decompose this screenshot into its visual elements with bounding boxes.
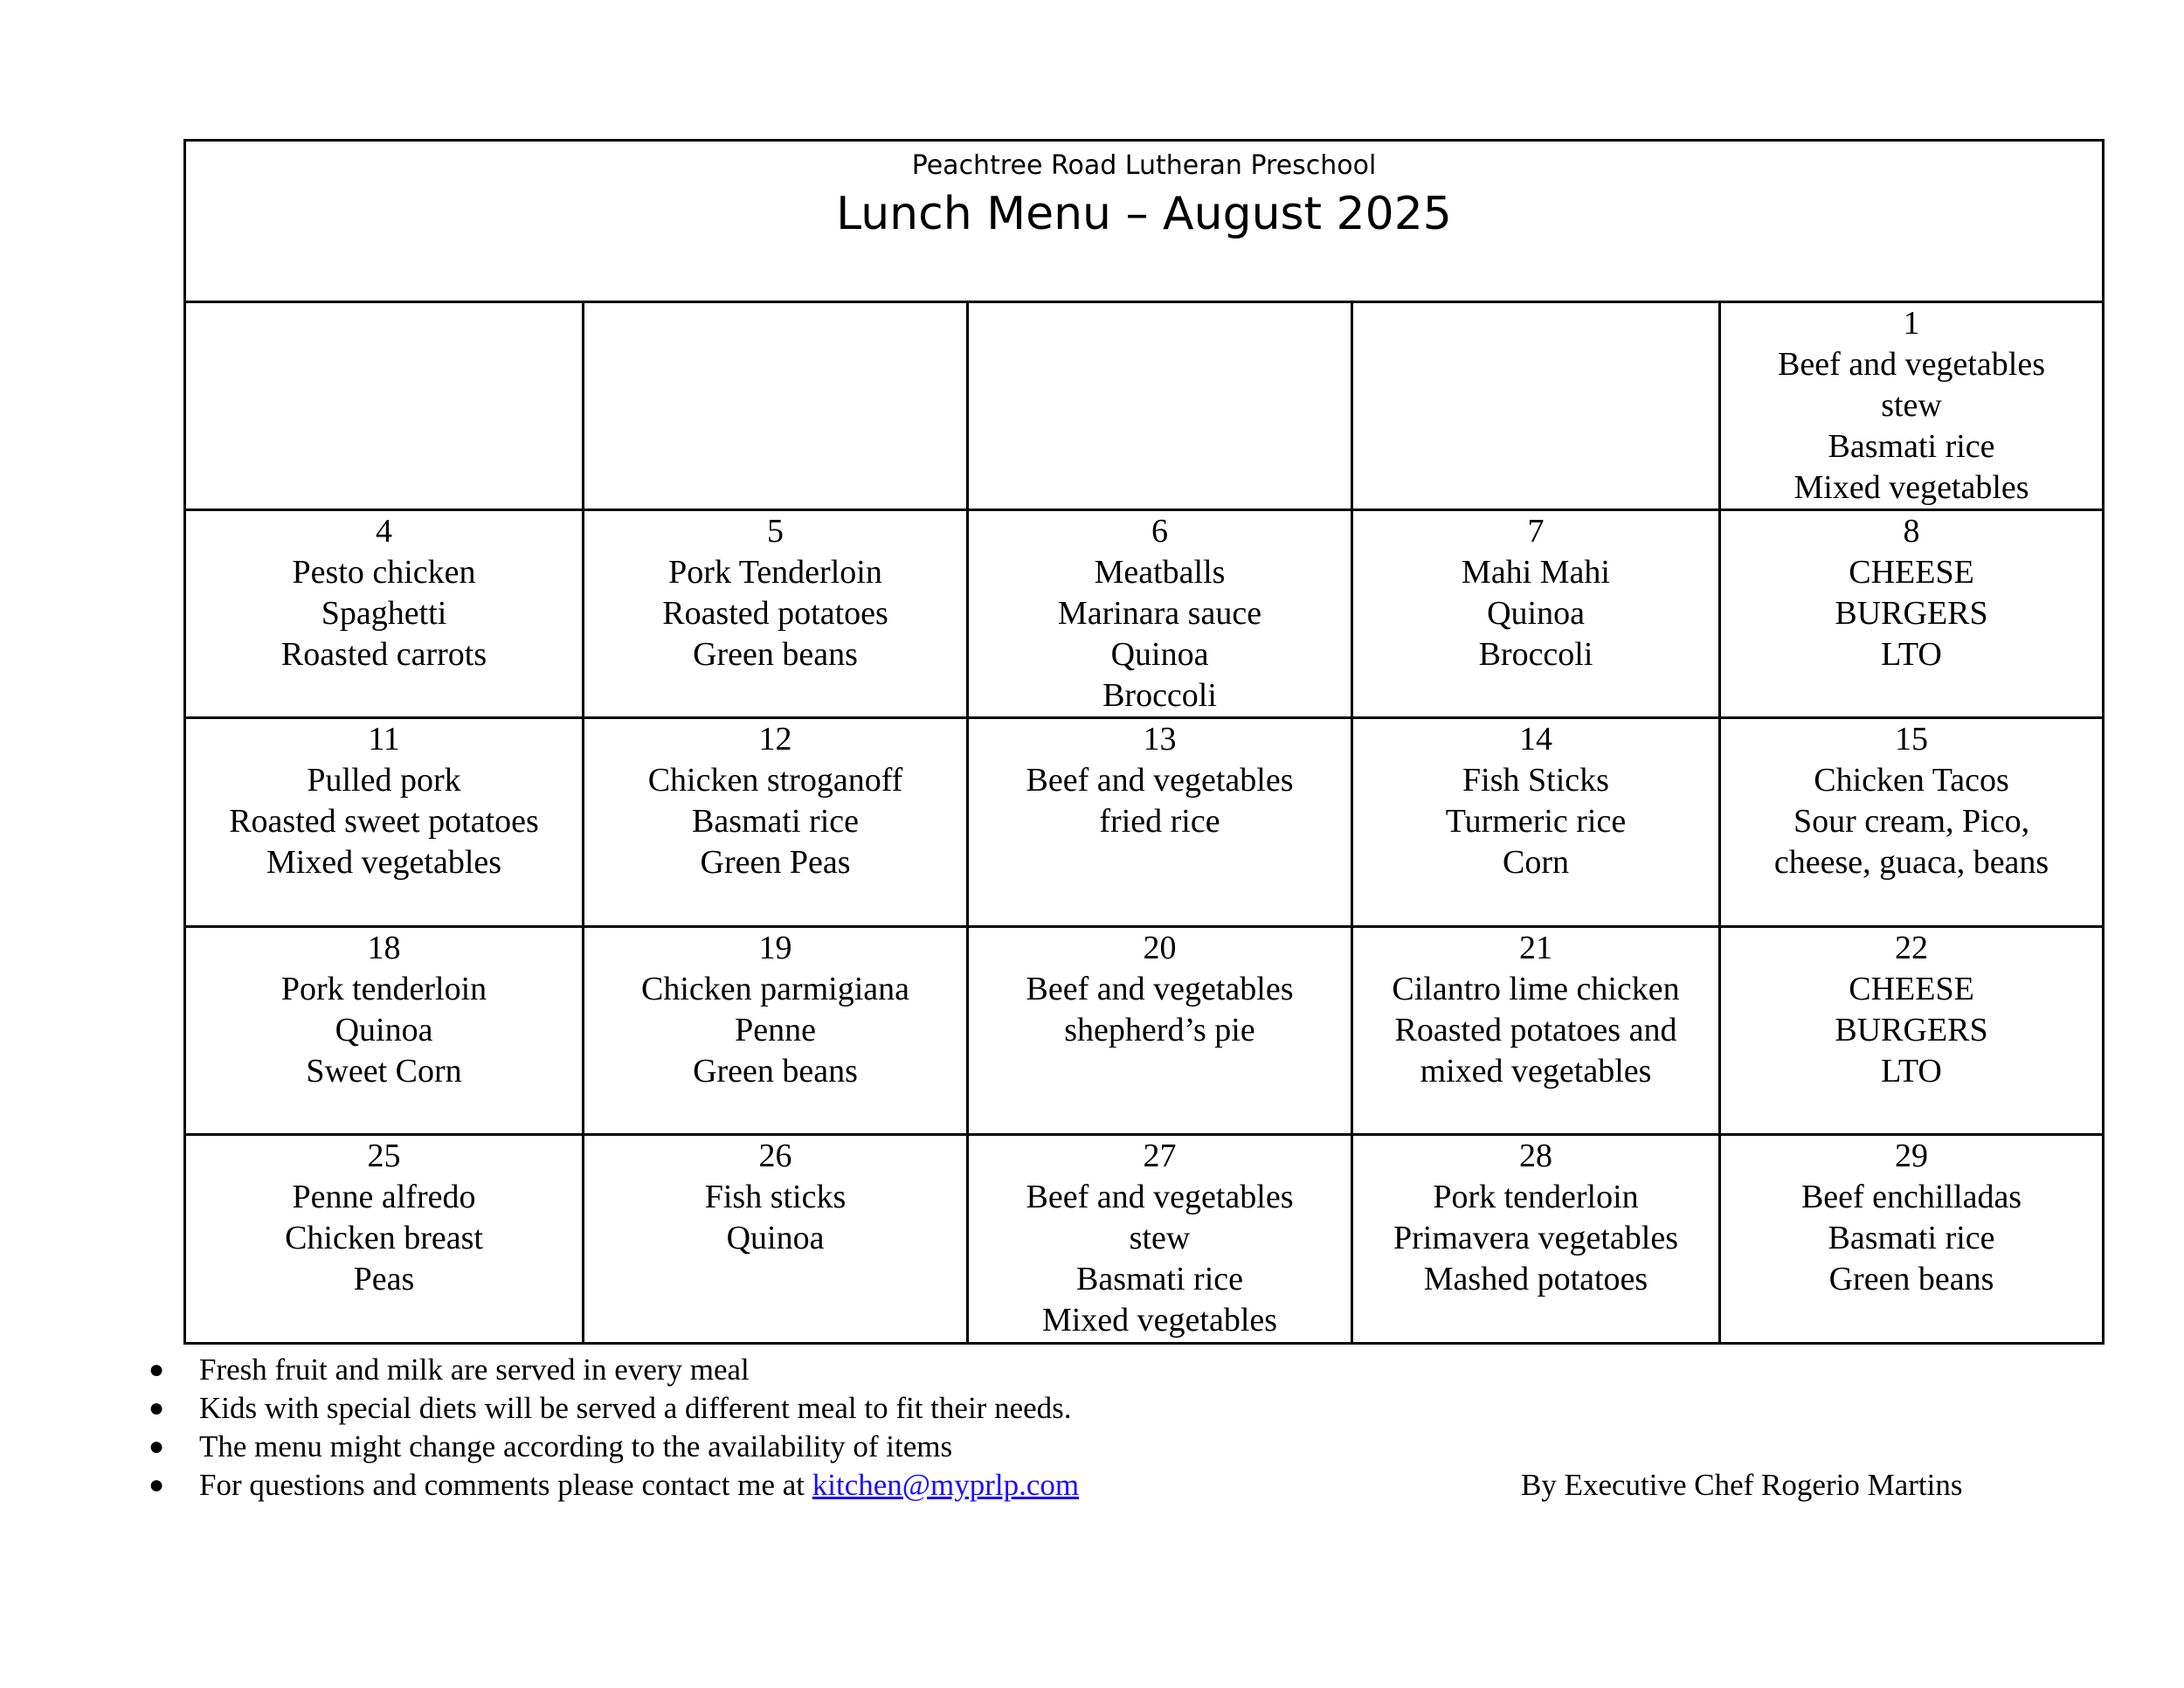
menu-item: mixed vegetables xyxy=(1420,1053,1652,1090)
menu-item: Chicken stroganoff xyxy=(647,762,903,799)
menu-item: Basmati rice xyxy=(1076,1261,1243,1297)
day-cell-28 xyxy=(1352,1135,1720,1344)
note-text: Fresh fruit and milk are served in every meal xyxy=(199,1352,750,1387)
week-row xyxy=(185,1135,2104,1344)
day-number: 18 xyxy=(367,930,401,966)
menu-item: Basmati rice xyxy=(1828,1220,1995,1256)
bullet-icon: ● xyxy=(149,1470,165,1499)
day-number: 27 xyxy=(1143,1138,1177,1174)
empty-day-cell xyxy=(1352,302,1720,510)
week-row xyxy=(185,510,2104,718)
day-cell-18 xyxy=(185,927,584,1135)
day-number: 29 xyxy=(1895,1138,1929,1174)
day-number: 4 xyxy=(376,513,392,550)
menu-item: Broccoli xyxy=(1102,677,1217,714)
menu-item: Mahi Mahi xyxy=(1462,554,1610,591)
menu-item: Green beans xyxy=(693,636,858,673)
menu-item: Roasted potatoes and xyxy=(1394,1012,1677,1048)
day-cell-14 xyxy=(1352,718,1720,927)
day-number: 26 xyxy=(758,1138,792,1174)
day-number: 13 xyxy=(1143,721,1177,758)
lunch-menu-calendar xyxy=(183,139,2105,1345)
menu-item: Penne xyxy=(735,1012,816,1048)
menu-item: Basmati rice xyxy=(1828,428,1995,465)
menu-item: Quinoa xyxy=(1110,636,1209,673)
day-number: 5 xyxy=(767,513,784,550)
day-cell-22 xyxy=(1720,927,2104,1135)
note-item xyxy=(149,1428,1079,1466)
menu-item: Meatballs xyxy=(1094,554,1226,591)
empty-day-cell xyxy=(185,302,584,510)
bullet-icon: ● xyxy=(149,1394,165,1422)
empty-day-cell xyxy=(968,302,1352,510)
menu-item: Sour cream, Pico, xyxy=(1793,803,2030,840)
menu-item: Mashed potatoes xyxy=(1423,1261,1648,1297)
day-cell-1 xyxy=(1720,302,2104,510)
menu-item: BURGERS xyxy=(1835,1012,1988,1048)
day-cell-25 xyxy=(185,1135,584,1344)
menu-item: Corn xyxy=(1503,844,1569,881)
menu-item: Primavera vegetables xyxy=(1393,1220,1679,1256)
menu-item: cheese, guaca, beans xyxy=(1773,844,2049,881)
menu-item: Marinara sauce xyxy=(1057,595,1262,632)
menu-item: Chicken parmigiana xyxy=(640,971,910,1007)
menu-item: Chicken Tacos xyxy=(1814,762,2009,799)
menu-header xyxy=(185,141,2104,302)
menu-item: LTO xyxy=(1881,636,1942,673)
note-item xyxy=(149,1351,1079,1389)
contact-text: For questions and comments please contact me at xyxy=(199,1468,812,1502)
menu-item: shepherd’s pie xyxy=(1064,1012,1255,1048)
note-text: Kids with special diets will be served a different meal to fit their needs. xyxy=(199,1391,1072,1425)
menu-item: Pulled pork xyxy=(307,762,461,799)
day-cell-26 xyxy=(584,1135,968,1344)
menu-item: Turmeric rice xyxy=(1445,803,1627,840)
week-row xyxy=(185,927,2104,1135)
day-cell-5 xyxy=(584,510,968,718)
note-item-contact xyxy=(149,1466,1079,1505)
day-number: 1 xyxy=(1903,305,1920,342)
menu-item: Pork Tenderloin xyxy=(668,554,882,591)
menu-item: Green beans xyxy=(1828,1261,1994,1297)
week-row xyxy=(185,718,2104,927)
menu-item: Beef and vegetables xyxy=(1778,346,2046,383)
day-cell-7 xyxy=(1352,510,1720,718)
menu-item: Quinoa xyxy=(1487,595,1585,632)
day-number: 12 xyxy=(758,721,792,758)
empty-day-cell xyxy=(584,302,968,510)
day-number: 21 xyxy=(1519,930,1552,966)
menu-item: BURGERS xyxy=(1835,595,1988,632)
day-number: 11 xyxy=(368,721,400,758)
day-cell-13 xyxy=(968,718,1352,927)
menu-item: LTO xyxy=(1881,1053,1942,1090)
menu-item: Pork tenderloin xyxy=(1433,1179,1639,1215)
day-number: 7 xyxy=(1527,513,1545,550)
menu-item: Broccoli xyxy=(1478,636,1593,673)
contact-email-link[interactable]: kitchen@myprlp.com xyxy=(812,1468,1080,1502)
menu-item: Roasted potatoes xyxy=(662,595,888,632)
menu-item: Pork tenderloin xyxy=(280,971,487,1007)
menu-item: CHEESE xyxy=(1849,971,1974,1007)
day-cell-27 xyxy=(968,1135,1352,1344)
menu-item: Quinoa xyxy=(335,1012,433,1048)
menu-item: Fish Sticks xyxy=(1462,762,1609,799)
note-item xyxy=(149,1389,1079,1428)
menu-item: Beef and vegetables xyxy=(1026,1179,1294,1215)
bullet-icon: ● xyxy=(149,1355,165,1384)
day-cell-29 xyxy=(1720,1135,2104,1344)
menu-item: Green beans xyxy=(693,1053,858,1090)
menu-item: Peas xyxy=(353,1261,415,1297)
day-cell-12 xyxy=(584,718,968,927)
menu-item: Quinoa xyxy=(726,1220,825,1256)
chef-signature: By Executive Chef Rogerio Martins xyxy=(1521,1468,1963,1502)
day-cell-4 xyxy=(185,510,584,718)
menu-notes xyxy=(149,1351,1079,1505)
day-number: 28 xyxy=(1519,1138,1552,1174)
day-cell-19 xyxy=(584,927,968,1135)
menu-item: Spaghetti xyxy=(321,595,447,632)
menu-item: Green Peas xyxy=(700,844,851,881)
menu-item: Roasted carrots xyxy=(280,636,487,673)
menu-item: stew xyxy=(1129,1220,1191,1256)
menu-item: Mixed vegetables xyxy=(1041,1302,1278,1339)
day-number: 14 xyxy=(1519,721,1552,758)
menu-item: Beef and vegetables xyxy=(1026,971,1294,1007)
menu-item: CHEESE xyxy=(1849,554,1974,591)
week-row xyxy=(185,302,2104,510)
day-number: 20 xyxy=(1143,930,1177,966)
day-cell-21 xyxy=(1352,927,1720,1135)
menu-item: Beef enchilladas xyxy=(1800,1179,2022,1215)
day-cell-15 xyxy=(1720,718,2104,927)
menu-item: Penne alfredo xyxy=(292,1179,476,1215)
day-number: 6 xyxy=(1151,513,1168,550)
menu-item: Sweet Corn xyxy=(306,1053,462,1090)
day-cell-8 xyxy=(1720,510,2104,718)
day-number: 15 xyxy=(1895,721,1929,758)
menu-title: Lunch Menu – August 2025 xyxy=(836,188,1452,240)
note-text: The menu might change according to the availability of items xyxy=(199,1429,953,1463)
menu-item: Basmati rice xyxy=(692,803,859,840)
menu-item: Mixed vegetables xyxy=(1794,469,2029,506)
menu-item: Beef and vegetables xyxy=(1026,762,1294,799)
menu-item: stew xyxy=(1881,387,1942,424)
menu-item: fried rice xyxy=(1099,803,1220,840)
menu-item: Chicken breast xyxy=(285,1220,483,1256)
day-cell-11 xyxy=(185,718,584,927)
day-number: 19 xyxy=(758,930,792,966)
bullet-icon: ● xyxy=(149,1432,165,1461)
menu-item: Roasted sweet potatoes xyxy=(229,803,539,840)
menu-item: Fish sticks xyxy=(704,1179,847,1215)
day-number: 25 xyxy=(367,1138,401,1174)
menu-item: Mixed vegetables xyxy=(266,844,502,881)
menu-item: Pesto chicken xyxy=(292,554,476,591)
day-number: 8 xyxy=(1903,513,1920,550)
day-cell-6 xyxy=(968,510,1352,718)
day-number: 22 xyxy=(1895,930,1929,966)
menu-item: Cilantro lime chicken xyxy=(1392,971,1680,1007)
school-name: Peachtree Road Lutheran Preschool xyxy=(911,150,1377,181)
day-cell-20 xyxy=(968,927,1352,1135)
